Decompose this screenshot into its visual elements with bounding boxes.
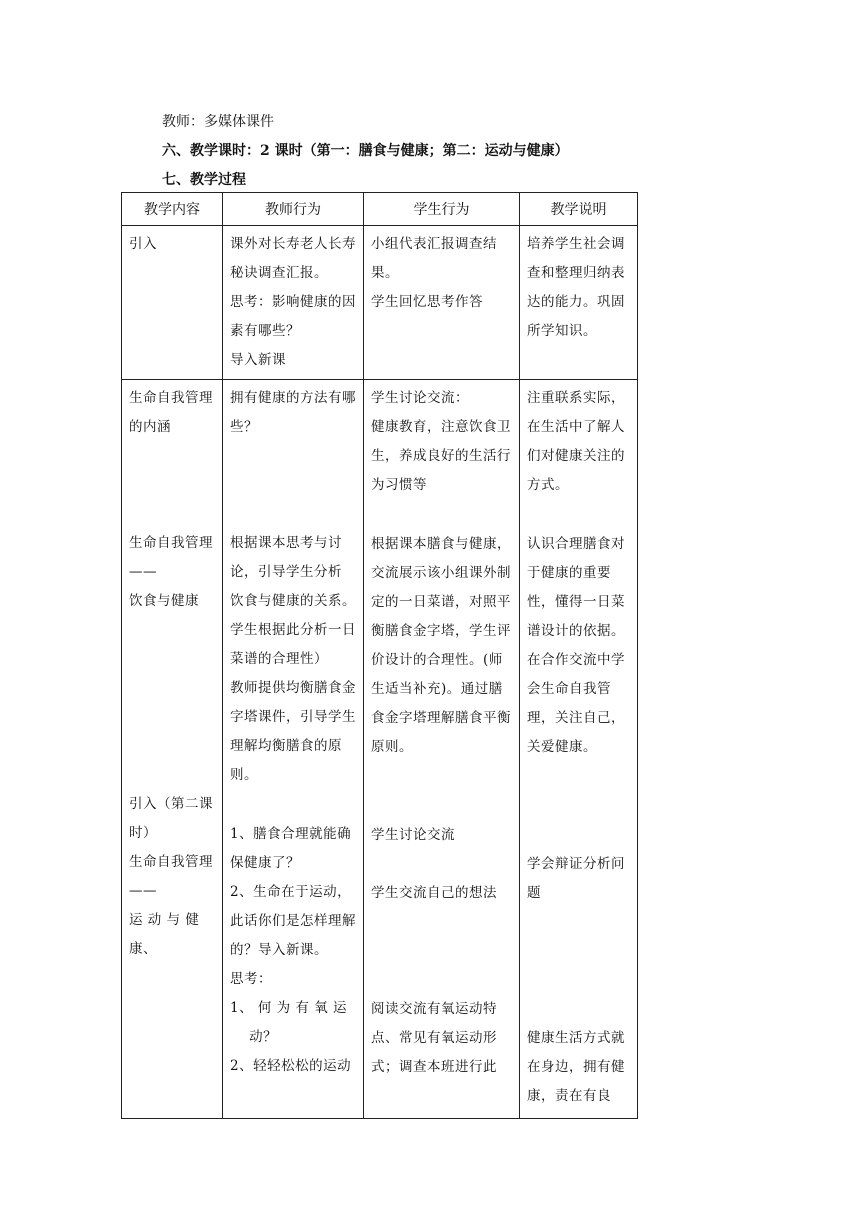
student-cell (364, 380, 520, 1119)
student-text: 学生讨论交流： 健康教育，注意饮食卫生，养成良好的生活行为习惯等 (371, 390, 511, 493)
table-row (122, 380, 638, 1119)
student-text: 小组代表汇报调查结果。 学生回忆思考作答 (371, 236, 497, 310)
content-text: 引入（第二课时） 生命自我管理—— 运 动 与 健 康、 (129, 796, 213, 957)
note-cell (520, 380, 638, 1119)
column-header: 学生行为 (364, 193, 520, 226)
content-text: 生命自我管理的内涵 (129, 390, 213, 435)
content-text: 引入 (129, 236, 157, 252)
student-text: 阅读交流有氧运动特点、常见有氧运动形式；调查本班进行此 (371, 1001, 497, 1075)
teacher-cell (223, 226, 364, 380)
teacher-text: 1、膳食合理就能确保健康了？ 2、生命在于运动，此话你们是怎样理解的？导入新课。 思考： 1、 何 为 有 氧 运 动？ 2、轻轻松松的运动 (230, 826, 356, 1074)
table-header-row (122, 193, 638, 226)
note-text: 健康生活方式就在身边，拥有健康，责在有良 (527, 1030, 625, 1104)
teaching-process-table (121, 192, 638, 1119)
teacher-text: 课外对长寿老人长寿秘诀调查汇报。 思考：影响健康的因素有哪些？ 导入新课 (230, 236, 356, 368)
column-header: 教师行为 (223, 193, 364, 226)
table-row (122, 226, 638, 380)
note-text: 注重联系实际，在生活中了解人们对健康关注的方式。 (527, 390, 625, 493)
teacher-text: 拥有健康的方法有哪些？ (230, 390, 356, 435)
student-cell (364, 226, 520, 380)
note-text: 学会辩证分析问题 (527, 856, 625, 901)
note-text: 培养学生社会调查和整理归纳表达的能力。巩固所学知识。 (527, 236, 625, 339)
content-cell (122, 380, 223, 1119)
column-header: 教学内容 (122, 193, 223, 226)
content-cell (122, 226, 223, 380)
teacher-text: 根据课本思考与讨论，引导学生分析 饮食与健康的关系。学生根据此分析一日菜谱的合理性） 教师提供均衡膳食金字塔课件，引导学生理解均衡膳食的原则。 (230, 535, 356, 783)
teacher-cell (223, 380, 364, 1119)
note-cell (520, 226, 638, 380)
class-period-heading: 六、教学课时：2 课时（第一：膳食与健康；第二：运动与健康） (162, 143, 569, 159)
teacher-materials-line: 教师：多媒体课件 (162, 114, 274, 130)
teaching-process-heading: 七、教学过程 (162, 172, 246, 188)
student-text: 学生讨论交流 (371, 827, 455, 843)
column-header: 教学说明 (520, 193, 638, 226)
student-text: 根据课本膳食与健康，交流展示该小组课外制定的一日菜谱，对照平衡膳食金字塔，学生评价设计的合理性。(师生适当补充)。通过膳食金字塔理解膳食平衡原则。 (371, 536, 511, 755)
note-text: 认识合理膳食对于健康的重要性，懂得一日菜谱设计的依据。在合作交流中学会生命自我管理，关注自己，关爱健康。 (527, 536, 625, 755)
content-text: 生命自我管理—— 饮食与健康 (129, 535, 213, 609)
student-text: 学生交流自己的想法 (371, 885, 497, 901)
